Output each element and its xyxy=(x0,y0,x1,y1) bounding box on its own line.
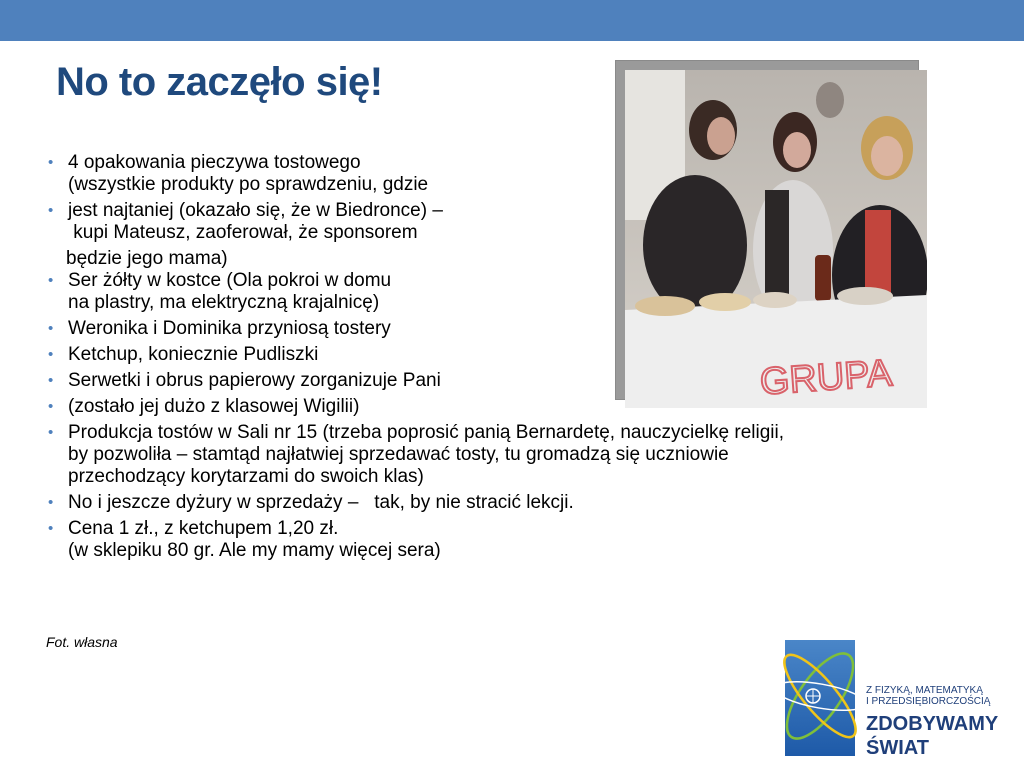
photo-frame xyxy=(615,60,927,408)
toast-plate-3 xyxy=(753,292,797,308)
class-photo xyxy=(625,70,927,408)
person-right-face xyxy=(871,136,903,176)
bullet-line: by pozwoliła – stamtąd najłatwiej sprzedawać tosty, tu gromadzą się uczniowie xyxy=(68,444,729,465)
logo-tagline: Z FIZYKĄ, MATEMATYKĄ I PRZEDSIĘBIORCZOŚCIĄ xyxy=(866,685,991,707)
bullet-line: • No i jeszcze dyżury w sprzedaży – tak, by nie stracić lekcji. xyxy=(68,492,574,513)
header-bar xyxy=(0,0,1024,41)
bullet-item xyxy=(46,422,946,488)
bullet-item xyxy=(46,492,946,514)
person-left-face xyxy=(707,117,735,155)
project-logo xyxy=(768,622,1024,768)
person-back-head xyxy=(816,82,844,118)
toast-plate-2 xyxy=(699,293,751,311)
bullet-line: • Serwetki i obrus papierowy zorganizuje Pani xyxy=(68,370,441,391)
bullet-line: • jest najtaniej (okazało się, że w Biedronce) – xyxy=(68,200,443,221)
person-middle-vest xyxy=(765,190,789,300)
bullet-line: • Weronika i Dominika przyniosą tostery xyxy=(68,318,391,339)
bullet-line: przechodzący korytarzami do swoich klas) xyxy=(68,466,424,487)
photo-credit: Fot. własna xyxy=(46,634,118,650)
photo-sign-text: GRUPA xyxy=(758,352,894,404)
bullet-line: (wszystkie produkty po sprawdzeniu, gdzie xyxy=(68,174,429,195)
bullet-item xyxy=(46,518,946,562)
bullet-line: kupi Mateusz, zaoferował, że sponsorem xyxy=(68,222,418,243)
logo-name: ZDOBYWAMY ŚWIAT xyxy=(866,713,999,759)
bullet-line: • 4 opakowania pieczywa tostowego xyxy=(68,152,361,173)
toast-plate-1 xyxy=(635,296,695,316)
toast-plate-4 xyxy=(837,287,893,305)
person-middle-face xyxy=(783,132,811,168)
slide-title: No to zaczęło się! xyxy=(56,60,383,104)
bullet-continuation: będzie jego mama) xyxy=(66,248,228,269)
bullet-line: • Cena 1 zł., z ketchupem 1,20 zł. xyxy=(68,518,339,539)
person-right-shirt xyxy=(865,210,891,300)
bullet-line: • Ser żółty w kostce (Ola pokroi w domu xyxy=(68,270,392,291)
bullet-line: • (zostało jej dużo z klasowej Wigilii) xyxy=(68,396,360,417)
bullet-line: (w sklepiku 80 gr. Ale my mamy więcej sera) xyxy=(68,540,441,561)
bullet-line: • Produkcja tostów w Sali nr 15 (trzeba poprosić panią Bernardetę, nauczycielkę religii, xyxy=(68,422,785,443)
ketchup-bottle xyxy=(815,255,831,301)
bullet-line: • Ketchup, koniecznie Pudliszki xyxy=(68,344,319,365)
bullet-line: na plastry, ma elektryczną krajalnicę) xyxy=(68,292,380,313)
